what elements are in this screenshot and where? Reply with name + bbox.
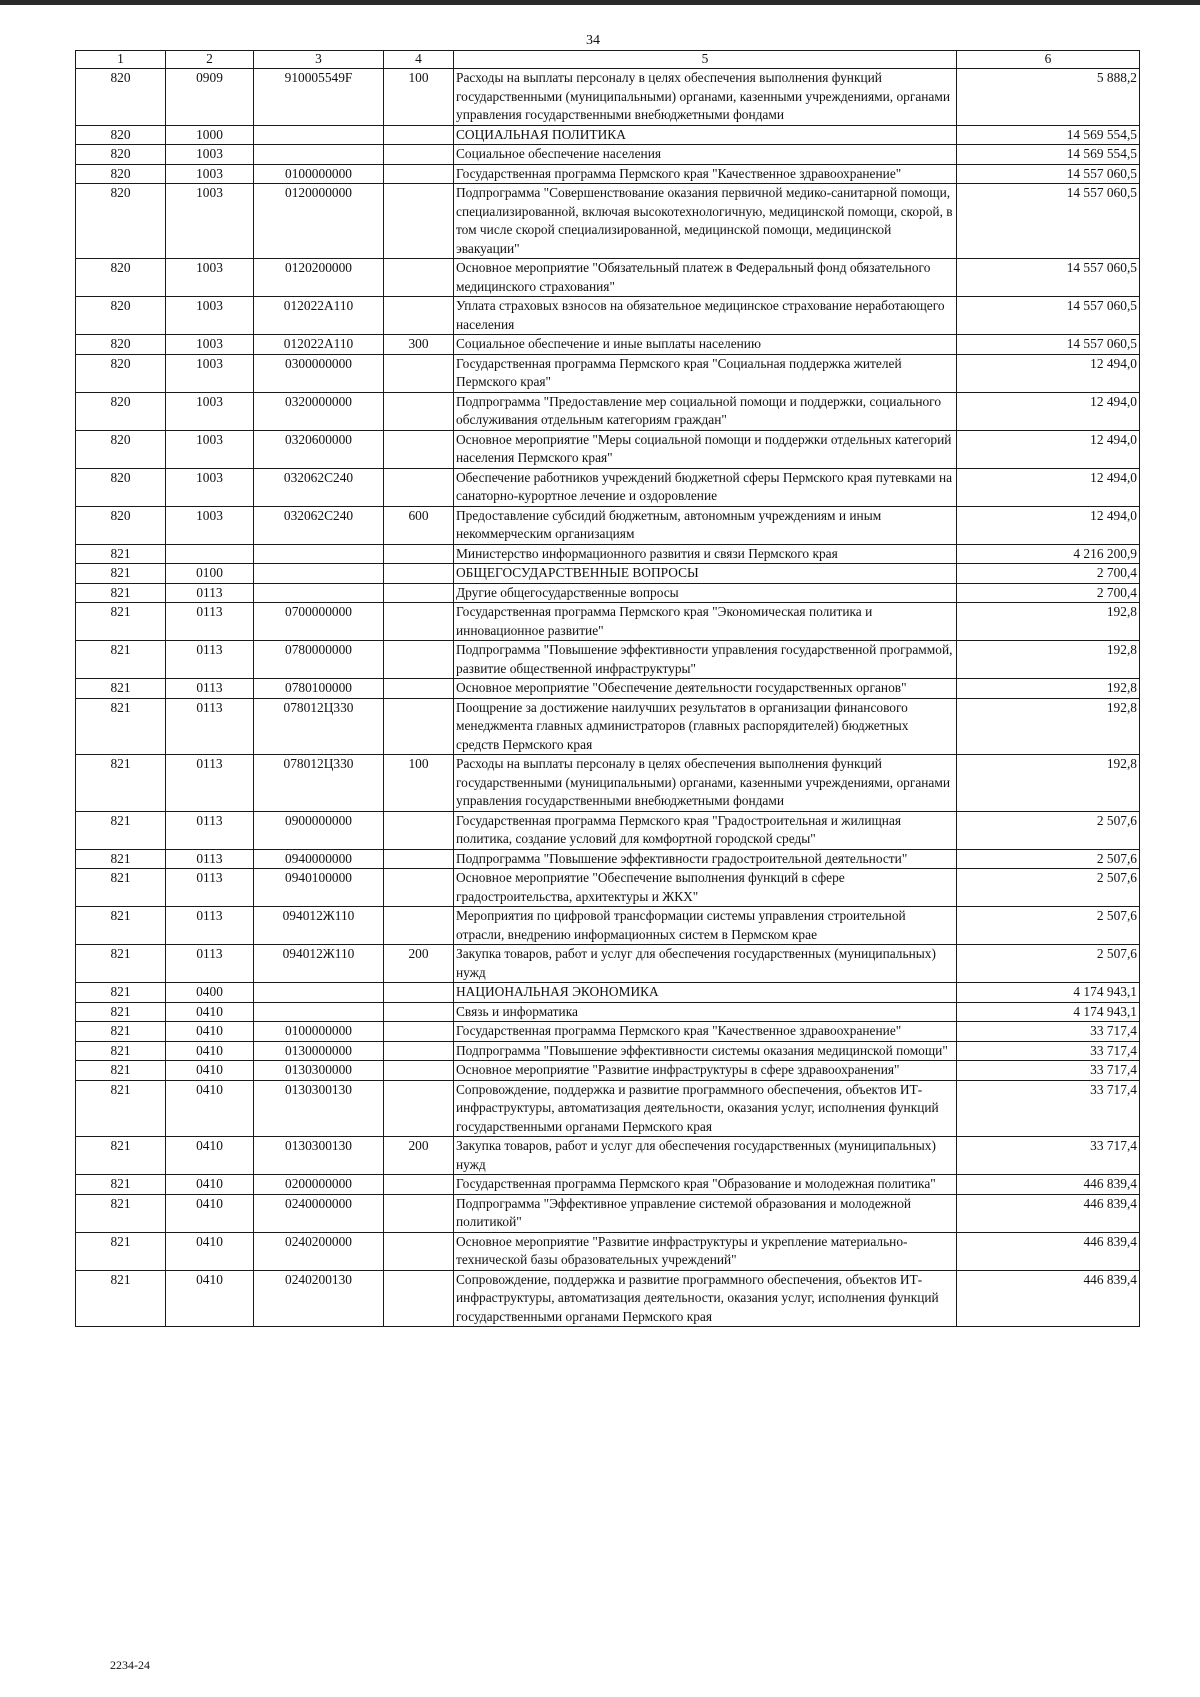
cell-expense-type: 100 [384, 755, 454, 812]
cell-target-article: 0130000000 [254, 1041, 384, 1061]
table-row [76, 335, 1140, 355]
table-row [76, 564, 1140, 584]
table-row [76, 603, 1140, 641]
page-number: 34 [586, 33, 600, 48]
cell-section: 1003 [166, 468, 254, 506]
cell-description: Подпрограмма "Повышение эффективности градостроительной деятельности" [454, 849, 957, 869]
cell-amount: 12 494,0 [957, 392, 1140, 430]
table-row [76, 1061, 1140, 1081]
cell-target-article: 0120200000 [254, 259, 384, 297]
cell-amount: 5 888,2 [957, 69, 1140, 126]
cell-amount: 2 507,6 [957, 945, 1140, 983]
cell-expense-type [384, 1232, 454, 1270]
cell-expense-type [384, 849, 454, 869]
cell-description: Основное мероприятие "Меры социальной помощи и поддержки отдельных категорий населения Пермского края" [454, 430, 957, 468]
cell-chapter: 821 [76, 1080, 166, 1137]
cell-expense-type [384, 641, 454, 679]
header-col-6: 6 [957, 51, 1140, 69]
cell-section: 1003 [166, 145, 254, 165]
cell-section: 1003 [166, 392, 254, 430]
table-row [76, 1270, 1140, 1327]
table-row [76, 259, 1140, 297]
table-row [76, 679, 1140, 699]
cell-section: 0113 [166, 907, 254, 945]
cell-expense-type [384, 1080, 454, 1137]
cell-description: Основное мероприятие "Обязательный платеж в Федеральный фонд обязательного медицинского страхования" [454, 259, 957, 297]
cell-chapter: 820 [76, 69, 166, 126]
cell-target-article [254, 564, 384, 584]
cell-chapter: 821 [76, 869, 166, 907]
cell-target-article: 0700000000 [254, 603, 384, 641]
table-row [76, 583, 1140, 603]
cell-section: 0400 [166, 983, 254, 1003]
cell-description: Основное мероприятие "Обеспечение выполнения функций в сфере градостроительства, архитектуры и ЖКХ" [454, 869, 957, 907]
cell-amount: 14 569 554,5 [957, 145, 1140, 165]
cell-section: 1003 [166, 164, 254, 184]
cell-amount: 33 717,4 [957, 1137, 1140, 1175]
cell-target-article: 0200000000 [254, 1175, 384, 1195]
cell-description: Подпрограмма "Предоставление мер социальной помощи и поддержки, социального обслуживания отдельным категориям граждан" [454, 392, 957, 430]
header-col-3: 3 [254, 51, 384, 69]
cell-chapter: 820 [76, 164, 166, 184]
table-row [76, 392, 1140, 430]
cell-amount: 2 700,4 [957, 583, 1140, 603]
cell-expense-type: 300 [384, 335, 454, 355]
cell-target-article [254, 125, 384, 145]
cell-section: 0410 [166, 1137, 254, 1175]
table-row [76, 1022, 1140, 1042]
cell-section: 0410 [166, 1232, 254, 1270]
cell-target-article: 0100000000 [254, 1022, 384, 1042]
cell-section: 0100 [166, 564, 254, 584]
cell-section: 0113 [166, 603, 254, 641]
cell-target-article: 910005549F [254, 69, 384, 126]
cell-chapter: 821 [76, 583, 166, 603]
cell-description: Обеспечение работников учреждений бюджетной сферы Пермского края путевками на санаторно-курортное лечение и оздоровление [454, 468, 957, 506]
cell-target-article: 0130300130 [254, 1137, 384, 1175]
cell-section: 1003 [166, 297, 254, 335]
cell-chapter: 821 [76, 1175, 166, 1195]
cell-section: 0113 [166, 945, 254, 983]
cell-expense-type [384, 184, 454, 259]
cell-description: Основное мероприятие "Обеспечение деятельности государственных органов" [454, 679, 957, 699]
cell-expense-type [384, 259, 454, 297]
cell-amount: 2 507,6 [957, 907, 1140, 945]
cell-target-article: 0240200130 [254, 1270, 384, 1327]
cell-expense-type [384, 392, 454, 430]
cell-chapter: 821 [76, 907, 166, 945]
table-row [76, 145, 1140, 165]
cell-chapter: 820 [76, 184, 166, 259]
cell-amount: 192,8 [957, 603, 1140, 641]
cell-target-article: 012022А110 [254, 297, 384, 335]
table-row [76, 811, 1140, 849]
cell-chapter: 820 [76, 392, 166, 430]
cell-section: 0113 [166, 811, 254, 849]
cell-chapter: 821 [76, 849, 166, 869]
cell-chapter: 821 [76, 698, 166, 755]
table-row [76, 983, 1140, 1003]
cell-amount: 12 494,0 [957, 430, 1140, 468]
cell-section: 0410 [166, 1194, 254, 1232]
cell-amount: 14 557 060,5 [957, 297, 1140, 335]
cell-description: Государственная программа Пермского края "Социальная поддержка жителей Пермского края" [454, 354, 957, 392]
cell-amount: 4 174 943,1 [957, 983, 1140, 1003]
cell-amount: 446 839,4 [957, 1175, 1140, 1195]
cell-expense-type [384, 164, 454, 184]
cell-target-article: 078012Ц330 [254, 755, 384, 812]
cell-chapter: 820 [76, 259, 166, 297]
cell-expense-type [384, 544, 454, 564]
cell-chapter: 821 [76, 755, 166, 812]
cell-expense-type [384, 869, 454, 907]
cell-description: Государственная программа Пермского края "Качественное здравоохранение" [454, 1022, 957, 1042]
cell-section: 1003 [166, 430, 254, 468]
cell-section: 1003 [166, 335, 254, 355]
cell-target-article: 0900000000 [254, 811, 384, 849]
cell-expense-type [384, 1041, 454, 1061]
cell-description: Поощрение за достижение наилучших результатов в организации финансового менеджмента главных администраторов (главных распорядителей) бюджетных средств Пермского края [454, 698, 957, 755]
cell-amount: 14 557 060,5 [957, 184, 1140, 259]
table-row [76, 849, 1140, 869]
cell-target-article: 0320600000 [254, 430, 384, 468]
cell-expense-type [384, 603, 454, 641]
cell-description: Основное мероприятие "Развитие инфраструктуры в сфере здравоохранения" [454, 1061, 957, 1081]
cell-expense-type: 100 [384, 69, 454, 126]
cell-description: Мероприятия по цифровой трансформации системы управления строительной отрасли, внедрению информационных систем в Пермском крае [454, 907, 957, 945]
cell-description: Подпрограмма "Повышение эффективности системы оказания медицинской помощи" [454, 1041, 957, 1061]
cell-section: 0113 [166, 849, 254, 869]
cell-description: Связь и информатика [454, 1002, 957, 1022]
cell-amount: 2 507,6 [957, 849, 1140, 869]
table-row [76, 1080, 1140, 1137]
cell-amount: 2 700,4 [957, 564, 1140, 584]
cell-target-article: 078012Ц330 [254, 698, 384, 755]
cell-amount: 192,8 [957, 755, 1140, 812]
table-body [76, 69, 1140, 1327]
header-col-2: 2 [166, 51, 254, 69]
cell-target-article: 0780000000 [254, 641, 384, 679]
cell-chapter: 820 [76, 335, 166, 355]
cell-chapter: 821 [76, 983, 166, 1003]
budget-table [75, 50, 1140, 1327]
table-row [76, 69, 1140, 126]
cell-chapter: 820 [76, 125, 166, 145]
cell-chapter: 821 [76, 1002, 166, 1022]
cell-target-article [254, 145, 384, 165]
table-row [76, 297, 1140, 335]
table-row [76, 164, 1140, 184]
cell-amount: 14 557 060,5 [957, 335, 1140, 355]
cell-amount: 446 839,4 [957, 1270, 1140, 1327]
table-row [76, 125, 1140, 145]
cell-section: 0113 [166, 755, 254, 812]
table-row [76, 430, 1140, 468]
footer-code: 2234-24 [110, 1658, 150, 1672]
cell-amount: 4 216 200,9 [957, 544, 1140, 564]
cell-description: Сопровождение, поддержка и развитие программного обеспечения, объектов ИТ-инфраструктуры, автоматизация деятельности, оказания услуг, исполнения функций государственными органами Пермского края [454, 1080, 957, 1137]
cell-chapter: 821 [76, 544, 166, 564]
cell-amount: 14 557 060,5 [957, 259, 1140, 297]
cell-section [166, 544, 254, 564]
cell-chapter: 821 [76, 564, 166, 584]
cell-chapter: 821 [76, 1194, 166, 1232]
cell-expense-type [384, 297, 454, 335]
table-row [76, 506, 1140, 544]
cell-description: Государственная программа Пермского края "Градостроительная и жилищная политика, создание условий для комфортной городской среды" [454, 811, 957, 849]
cell-chapter: 821 [76, 1041, 166, 1061]
table-row [76, 869, 1140, 907]
cell-description: Расходы на выплаты персоналу в целях обеспечения выполнения функций государственными (муниципальными) органами, казенными учреждениями, органами управления государственными внебюджетными фондами [454, 755, 957, 812]
cell-description: Подпрограмма "Совершенствование оказания первичной медико-санитарной помощи, специализированной, включая высокотехнологичную, медицинской помощи, скорой, в том числе скорой специализированной, медицинской помощи, медицинской эвакуации" [454, 184, 957, 259]
cell-target-article [254, 1002, 384, 1022]
cell-description: Сопровождение, поддержка и развитие программного обеспечения, объектов ИТ-инфраструктуры, автоматизация деятельности, оказания услуг, исполнения функций государственными органами Пермского края [454, 1270, 957, 1327]
cell-amount: 33 717,4 [957, 1080, 1140, 1137]
cell-description: Другие общегосударственные вопросы [454, 583, 957, 603]
cell-amount: 12 494,0 [957, 506, 1140, 544]
cell-amount: 14 569 554,5 [957, 125, 1140, 145]
cell-amount: 33 717,4 [957, 1041, 1140, 1061]
cell-section: 0113 [166, 641, 254, 679]
cell-chapter: 820 [76, 145, 166, 165]
table-row [76, 1002, 1140, 1022]
cell-expense-type [384, 1194, 454, 1232]
cell-section: 1000 [166, 125, 254, 145]
cell-amount: 4 174 943,1 [957, 1002, 1140, 1022]
cell-amount: 14 557 060,5 [957, 164, 1140, 184]
table-row [76, 354, 1140, 392]
header-row [76, 51, 1140, 69]
cell-description: Государственная программа Пермского края "Качественное здравоохранение" [454, 164, 957, 184]
cell-description: Социальное обеспечение населения [454, 145, 957, 165]
table-row [76, 755, 1140, 812]
cell-description: Закупка товаров, работ и услуг для обеспечения государственных (муниципальных) нужд [454, 945, 957, 983]
cell-description: Подпрограмма "Эффективное управление системой образования и молодежной политикой" [454, 1194, 957, 1232]
cell-target-article: 0780100000 [254, 679, 384, 699]
cell-section: 1003 [166, 259, 254, 297]
cell-amount: 33 717,4 [957, 1061, 1140, 1081]
cell-expense-type: 600 [384, 506, 454, 544]
cell-section: 1003 [166, 506, 254, 544]
table-row [76, 468, 1140, 506]
cell-amount: 12 494,0 [957, 354, 1140, 392]
cell-section: 0410 [166, 1175, 254, 1195]
cell-target-article [254, 983, 384, 1003]
cell-expense-type [384, 1022, 454, 1042]
cell-expense-type [384, 1270, 454, 1327]
cell-target-article: 094012Ж110 [254, 907, 384, 945]
cell-expense-type [384, 811, 454, 849]
cell-expense-type [384, 698, 454, 755]
cell-target-article: 0240200000 [254, 1232, 384, 1270]
cell-expense-type: 200 [384, 945, 454, 983]
cell-target-article: 032062С240 [254, 506, 384, 544]
cell-target-article: 0300000000 [254, 354, 384, 392]
table-row [76, 1175, 1140, 1195]
cell-amount: 192,8 [957, 679, 1140, 699]
cell-target-article: 0130300000 [254, 1061, 384, 1081]
cell-expense-type [384, 354, 454, 392]
cell-section: 0410 [166, 1270, 254, 1327]
cell-amount: 12 494,0 [957, 468, 1140, 506]
cell-description: ОБЩЕГОСУДАРСТВЕННЫЕ ВОПРОСЫ [454, 564, 957, 584]
table-row [76, 1232, 1140, 1270]
cell-description: СОЦИАЛЬНАЯ ПОЛИТИКА [454, 125, 957, 145]
cell-expense-type [384, 564, 454, 584]
cell-section: 0410 [166, 1002, 254, 1022]
cell-section: 0113 [166, 869, 254, 907]
cell-description: Социальное обеспечение и иные выплаты населению [454, 335, 957, 355]
table-row [76, 1137, 1140, 1175]
cell-section: 0113 [166, 698, 254, 755]
cell-description: Подпрограмма "Повышение эффективности управления государственной программой, развитие общественной инфраструктуры" [454, 641, 957, 679]
cell-target-article: 0240000000 [254, 1194, 384, 1232]
cell-expense-type [384, 145, 454, 165]
cell-expense-type [384, 125, 454, 145]
cell-expense-type [384, 983, 454, 1003]
cell-target-article [254, 544, 384, 564]
cell-chapter: 821 [76, 1232, 166, 1270]
table-row [76, 1194, 1140, 1232]
table-row [76, 641, 1140, 679]
cell-section: 0410 [166, 1022, 254, 1042]
table-row [76, 907, 1140, 945]
cell-expense-type [384, 1175, 454, 1195]
cell-expense-type [384, 583, 454, 603]
cell-chapter: 821 [76, 811, 166, 849]
cell-amount: 192,8 [957, 641, 1140, 679]
cell-amount: 2 507,6 [957, 811, 1140, 849]
cell-section: 0410 [166, 1061, 254, 1081]
cell-target-article: 0940100000 [254, 869, 384, 907]
cell-amount: 446 839,4 [957, 1232, 1140, 1270]
cell-description: Министерство информационного развития и связи Пермского края [454, 544, 957, 564]
cell-target-article: 094012Ж110 [254, 945, 384, 983]
cell-amount: 192,8 [957, 698, 1140, 755]
cell-chapter: 820 [76, 354, 166, 392]
cell-expense-type: 200 [384, 1137, 454, 1175]
cell-section: 0113 [166, 583, 254, 603]
table-row [76, 544, 1140, 564]
cell-chapter: 821 [76, 1137, 166, 1175]
cell-section: 0113 [166, 679, 254, 699]
cell-description: НАЦИОНАЛЬНАЯ ЭКОНОМИКА [454, 983, 957, 1003]
header-col-4: 4 [384, 51, 454, 69]
cell-chapter: 820 [76, 506, 166, 544]
cell-amount: 33 717,4 [957, 1022, 1140, 1042]
table-row [76, 184, 1140, 259]
cell-amount: 2 507,6 [957, 869, 1140, 907]
cell-chapter: 821 [76, 679, 166, 699]
scan-edge [0, 0, 1200, 5]
cell-description: Государственная программа Пермского края "Экономическая политика и инновационное развитие" [454, 603, 957, 641]
cell-target-article: 032062С240 [254, 468, 384, 506]
cell-chapter: 821 [76, 1061, 166, 1081]
cell-section: 1003 [166, 354, 254, 392]
cell-chapter: 821 [76, 603, 166, 641]
cell-expense-type [384, 1002, 454, 1022]
cell-amount: 446 839,4 [957, 1194, 1140, 1232]
cell-description: Закупка товаров, работ и услуг для обеспечения государственных (муниципальных) нужд [454, 1137, 957, 1175]
cell-expense-type [384, 679, 454, 699]
cell-section: 0410 [166, 1041, 254, 1061]
table-row [76, 698, 1140, 755]
cell-target-article [254, 583, 384, 603]
cell-chapter: 821 [76, 1270, 166, 1327]
cell-description: Предоставление субсидий бюджетным, автономным учреждениям и иным некоммерческим организациям [454, 506, 957, 544]
cell-section: 0909 [166, 69, 254, 126]
cell-chapter: 820 [76, 297, 166, 335]
cell-target-article: 0130300130 [254, 1080, 384, 1137]
cell-chapter: 820 [76, 430, 166, 468]
cell-section: 0410 [166, 1080, 254, 1137]
cell-chapter: 821 [76, 1022, 166, 1042]
cell-chapter: 821 [76, 641, 166, 679]
cell-description: Основное мероприятие "Развитие инфраструктуры и укрепление материально-технической базы образовательных учреждений" [454, 1232, 957, 1270]
cell-expense-type [384, 907, 454, 945]
cell-target-article: 0100000000 [254, 164, 384, 184]
cell-expense-type [384, 468, 454, 506]
header-col-1: 1 [76, 51, 166, 69]
cell-expense-type [384, 430, 454, 468]
cell-chapter: 821 [76, 945, 166, 983]
cell-target-article: 012022А110 [254, 335, 384, 355]
cell-description: Расходы на выплаты персоналу в целях обеспечения выполнения функций государственными (муниципальными) органами, казенными учреждениями, органами управления государственными внебюджетными фондами [454, 69, 957, 126]
cell-expense-type [384, 1061, 454, 1081]
table-row [76, 1041, 1140, 1061]
header-col-5: 5 [454, 51, 957, 69]
cell-description: Государственная программа Пермского края "Образование и молодежная политика" [454, 1175, 957, 1195]
cell-chapter: 820 [76, 468, 166, 506]
cell-target-article: 0120000000 [254, 184, 384, 259]
cell-target-article: 0940000000 [254, 849, 384, 869]
table-row [76, 945, 1140, 983]
cell-description: Уплата страховых взносов на обязательное медицинское страхование неработающего населения [454, 297, 957, 335]
cell-section: 1003 [166, 184, 254, 259]
cell-target-article: 0320000000 [254, 392, 384, 430]
